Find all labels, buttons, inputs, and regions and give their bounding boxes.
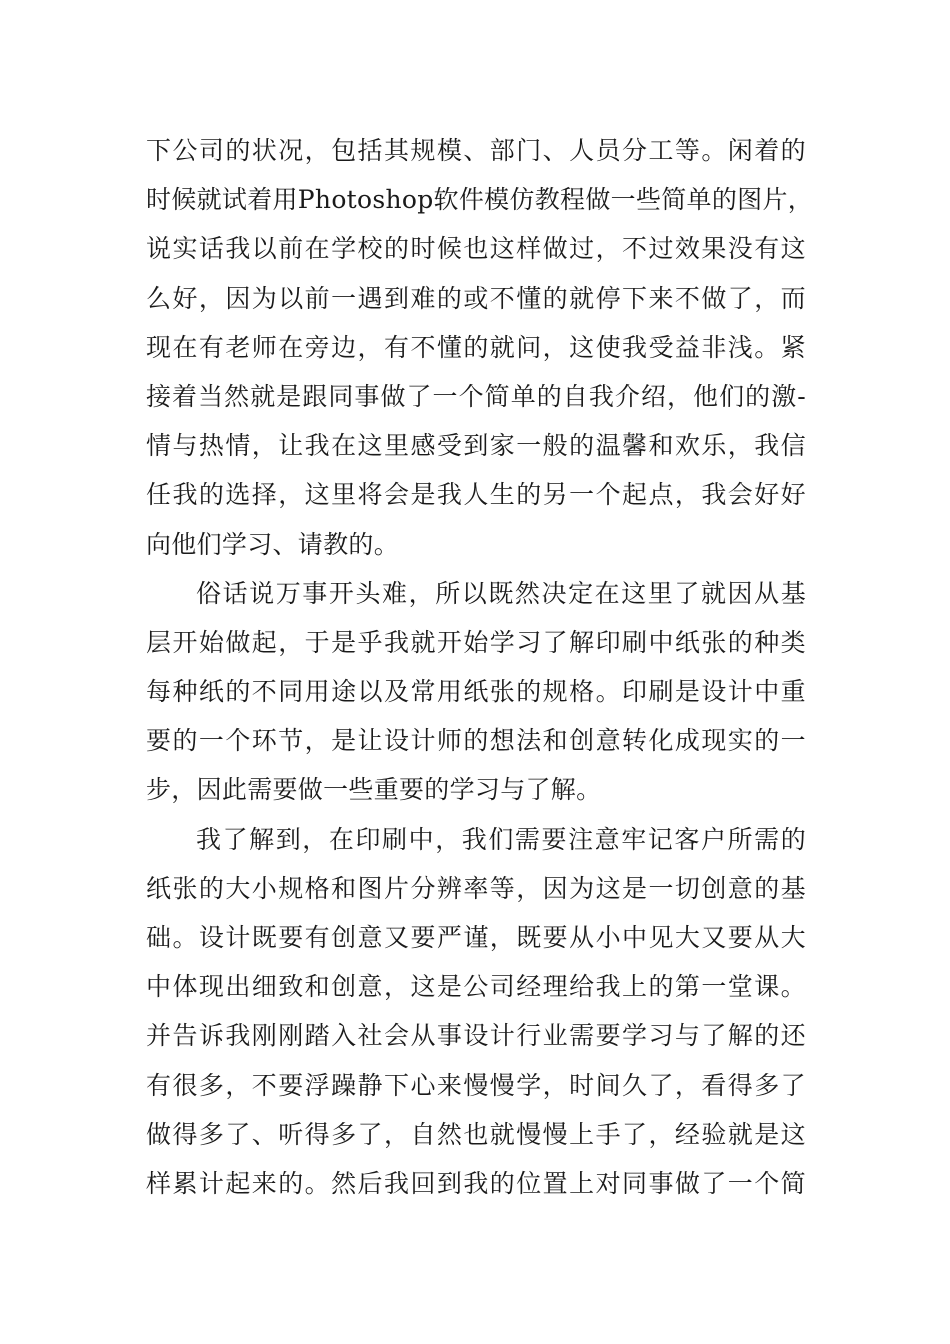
text-line: 步，因此需要做一些重要的学习与了解。 [146, 775, 602, 805]
text-line: 接着当然就是跟同事做了一个简单的自我介绍，他们的激- [146, 381, 806, 411]
text-line: 做得多了、听得多了，自然也就慢慢上手了，经验就是这 [146, 1119, 806, 1149]
text-line: 要的一个环节，是让设计师的想法和创意转化成现实的一 [146, 726, 806, 756]
text-line: 有很多，不要浮躁静下心来慢慢学，时间久了，看得多了 [146, 1070, 806, 1100]
paragraph-first-line: 俗话说万事开头难，所以既然决定在这里了就因从基 [196, 578, 806, 608]
text-line: 下公司的状况，包括其规模、部门、人员分工等。闲着的 [146, 136, 806, 165]
text-line: 并告诉我刚刚踏入社会从事设计行业需要学习与了解的还 [146, 1021, 806, 1051]
text-line: 样累计起来的。然后我回到我的位置上对同事做了一个简 [146, 1168, 806, 1198]
paragraph-first-line: 我了解到，在印刷中，我们需要注意牢记客户所需的 [196, 824, 806, 854]
text-line: 础。设计既要有创意又要严谨，既要从小中见大又要从大 [146, 923, 806, 952]
text-line: 说实话我以前在学校的时候也这样做过，不过效果没有这 [146, 234, 806, 264]
body-text [146, 126, 814, 1208]
text-line: 情与热情，让我在这里感受到家一般的温馨和欢乐，我信 [146, 431, 806, 461]
text-line: 任我的选择，这里将会是我人生的另一个起点，我会好好 [146, 480, 806, 510]
text-line: 向他们学习、请教的。 [146, 529, 400, 559]
text-line: 时候就试着用Photoshop软件模仿教程做一些简单的图片， [146, 185, 814, 215]
text-line: 么好，因为以前一遇到难的或不懂的就停下来不做了，而 [146, 283, 806, 313]
text-line: 每种纸的不同用途以及常用纸张的规格。印刷是设计中重 [146, 677, 806, 707]
text-line: 纸张的大小规格和图片分辨率等，因为这是一切创意的基 [146, 873, 806, 903]
text-line: 层开始做起，于是乎我就开始学习了解印刷中纸张的种类 [146, 627, 806, 657]
text-line: 现在有老师在旁边，有不懂的就问，这使我受益非浅。紧 [146, 332, 806, 362]
text-line: 中体现出细致和创意，这是公司经理给我上的第一堂课。 [146, 972, 806, 1002]
